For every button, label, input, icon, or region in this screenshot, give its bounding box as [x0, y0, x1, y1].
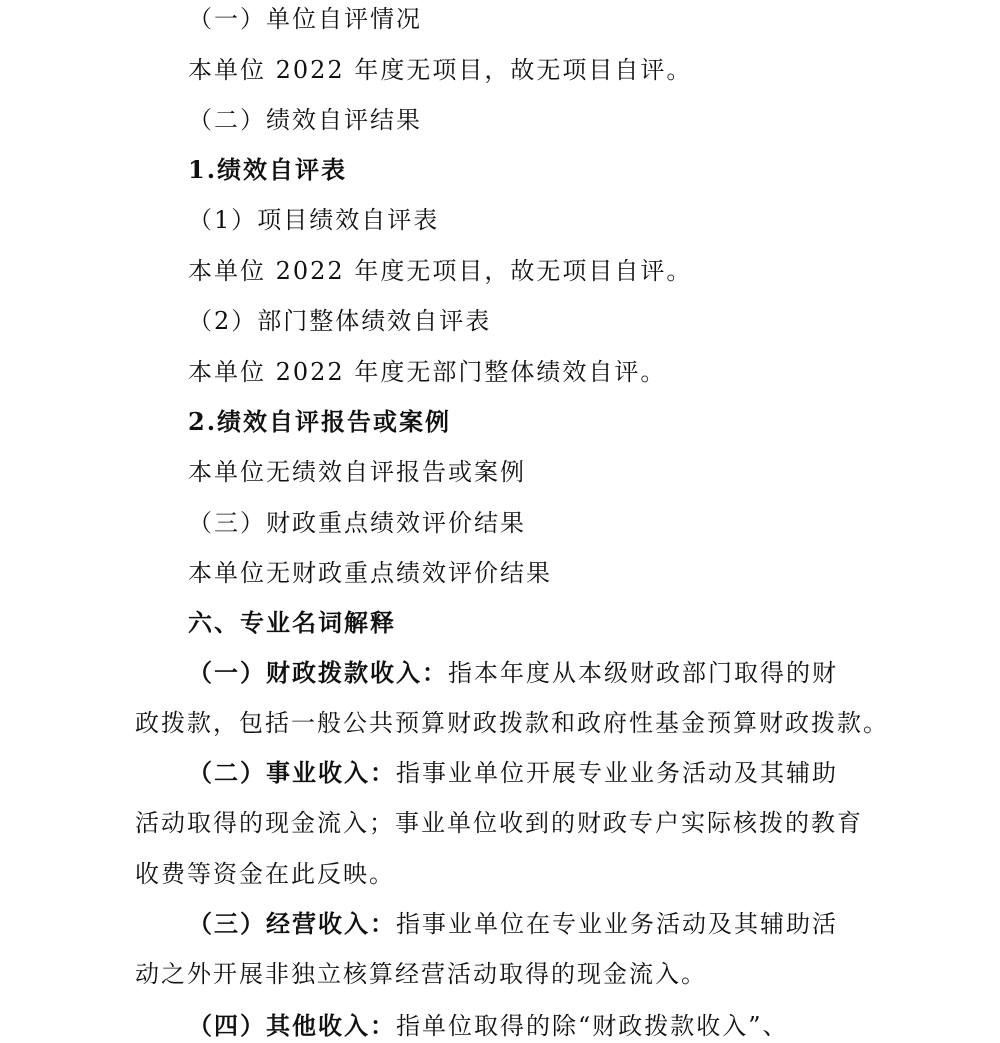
line-text: 政拨款，包括一般公共预算财政拨款和政府性基金预算财政拨款。 — [135, 709, 889, 737]
bold-term: 六、专业名词解释 — [188, 608, 396, 637]
line-text: 动之外开展非独立核算经营活动取得的现金流入。 — [135, 960, 707, 988]
bold-term: （二）事业收入： — [188, 758, 396, 787]
text-line — [135, 808, 863, 838]
line-text: 本单位 2022 年度无项目，故无项目自评。 — [188, 56, 693, 84]
text-line — [188, 457, 526, 487]
text-line — [188, 658, 838, 688]
text-line — [188, 155, 347, 185]
line-text: （二）绩效自评结果 — [188, 106, 422, 134]
text-line — [188, 758, 838, 788]
line-text: 活动取得的现金流入；事业单位收到的财政专户实际核拨的教育 — [135, 809, 863, 837]
text-line — [188, 1011, 789, 1041]
bold-term: （四）其他收入： — [188, 1011, 396, 1040]
text-line — [188, 608, 396, 638]
text-line — [188, 558, 552, 588]
line-text: 本单位无绩效自评报告或案例 — [188, 458, 526, 486]
line-text: 指本年度从本级财政部门取得的财 — [448, 659, 838, 687]
line-text: （1）项目绩效自评表 — [188, 206, 440, 234]
text-line — [188, 407, 451, 437]
line-text: 指事业单位开展专业业务活动及其辅助 — [396, 759, 838, 787]
bold-term: 2.绩效自评报告或案例 — [188, 407, 452, 436]
text-line — [188, 508, 526, 538]
text-line — [135, 859, 395, 889]
text-line — [188, 357, 666, 387]
bold-term: （一）财政拨款收入： — [188, 658, 448, 687]
line-text: （三）财政重点绩效评价结果 — [188, 509, 526, 537]
line-text: （2）部门整体绩效自评表 — [188, 307, 492, 335]
text-line — [188, 4, 422, 34]
text-line — [188, 909, 838, 939]
text-line — [188, 306, 491, 336]
text-line — [135, 959, 707, 989]
bold-term: 1.绩效自评表 — [188, 155, 348, 184]
line-text: （一）单位自评情况 — [188, 5, 422, 33]
text-line — [188, 205, 439, 235]
line-text: 指事业单位在专业业务活动及其辅助活 — [396, 910, 838, 938]
line-text: 指单位取得的除“财政拨款收入”、 — [396, 1012, 789, 1040]
line-text: 本单位无财政重点绩效评价结果 — [188, 559, 552, 587]
line-text: 本单位 2022 年度无部门整体绩效自评。 — [188, 358, 667, 386]
line-text: 本单位 2022 年度无项目，故无项目自评。 — [188, 257, 693, 285]
text-line — [188, 256, 692, 286]
bold-term: （三）经营收入： — [188, 909, 396, 938]
line-text: 收费等资金在此反映。 — [135, 860, 395, 888]
text-line — [188, 55, 692, 85]
text-line — [188, 105, 422, 135]
text-line — [135, 708, 889, 738]
